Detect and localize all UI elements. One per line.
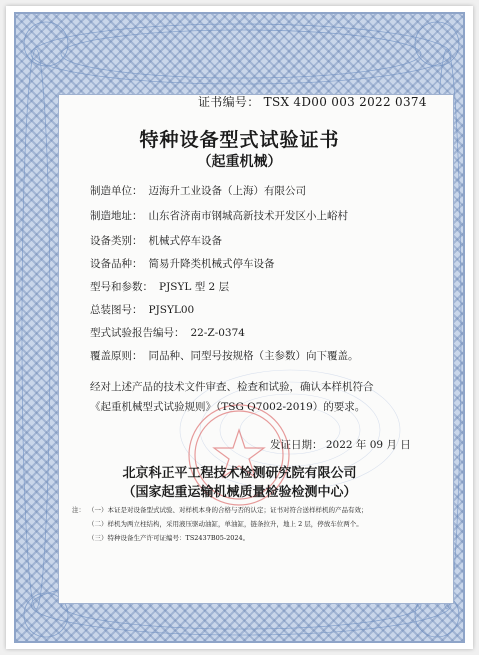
field-label: 设备类别：: [90, 235, 143, 247]
certificate-number-label: 证书编号：: [198, 95, 260, 109]
field-value: PJSYL00: [148, 304, 195, 316]
field-label: 制造地址：: [90, 210, 143, 222]
official-seal-icon: [174, 400, 304, 520]
field-manufacturer: [90, 183, 306, 198]
field-drawing-number: [90, 302, 194, 317]
field-variety: [90, 256, 275, 271]
field-category: [90, 233, 222, 248]
page-subtitle: （起重机械）: [197, 154, 282, 170]
page-title: 特种设备型式试验证书: [139, 129, 340, 151]
field-value: 简易升降类机械式停车设备: [148, 258, 275, 270]
issuing-organization: 北京科正平工程技术检测研究院有限公司: [122, 466, 357, 481]
field-label: 覆盖原则：: [90, 350, 143, 362]
field-address: [90, 208, 348, 223]
field-report-number: [90, 325, 245, 340]
issuing-organization-alias: （国家起重运输机械质量检验检测中心）: [122, 485, 357, 500]
field-label: 设备品种：: [90, 258, 143, 270]
note-item: （二）样机为两立柱结构，采用液压驱动油缸，单油缸，链条拉升，地上 2 层，停放车位两个。: [88, 520, 363, 528]
field-label: 型式试验报告编号：: [90, 327, 185, 339]
field-coverage: [90, 348, 359, 363]
field-value: 同品种、同型号按规格（主参数）向下覆盖。: [148, 350, 359, 362]
field-model: [90, 279, 229, 294]
field-label: 总装图号：: [90, 304, 143, 316]
field-value: 机械式停车设备: [148, 235, 222, 247]
field-label: 制造单位：: [90, 185, 143, 197]
certificate-number-value: TSX 4D00 003 2022 0374: [263, 95, 427, 109]
note-item: （一）本证是对设备型式试验、对样机本身的合格与否的认定；证书对符合送样样机的产品有效；: [88, 506, 368, 514]
note-item: （三）特种设备生产许可证编号：TS2437B05-2024。: [88, 534, 250, 542]
field-value: PJSYL 型 2 层: [159, 281, 230, 293]
conclusion-text: 经对上述产品的技术文件审查、检查和试验，确认本样机符合《起重机械型式试验规则》（TSG Q7002-2019）的要求。: [90, 381, 374, 413]
field-label: 型号和参数：: [90, 281, 153, 293]
field-value: 山东省济南市钢城高新技术开发区小上峪村: [148, 210, 348, 222]
field-value: 22-Z-0374: [190, 327, 245, 339]
issue-date: 发证日期： 2022 年 09 月 日: [270, 439, 411, 451]
notes-label: 注：: [72, 506, 85, 514]
certificate-number: [198, 93, 427, 110]
field-value: 迈海升工业设备（上海）有限公司: [148, 185, 306, 197]
